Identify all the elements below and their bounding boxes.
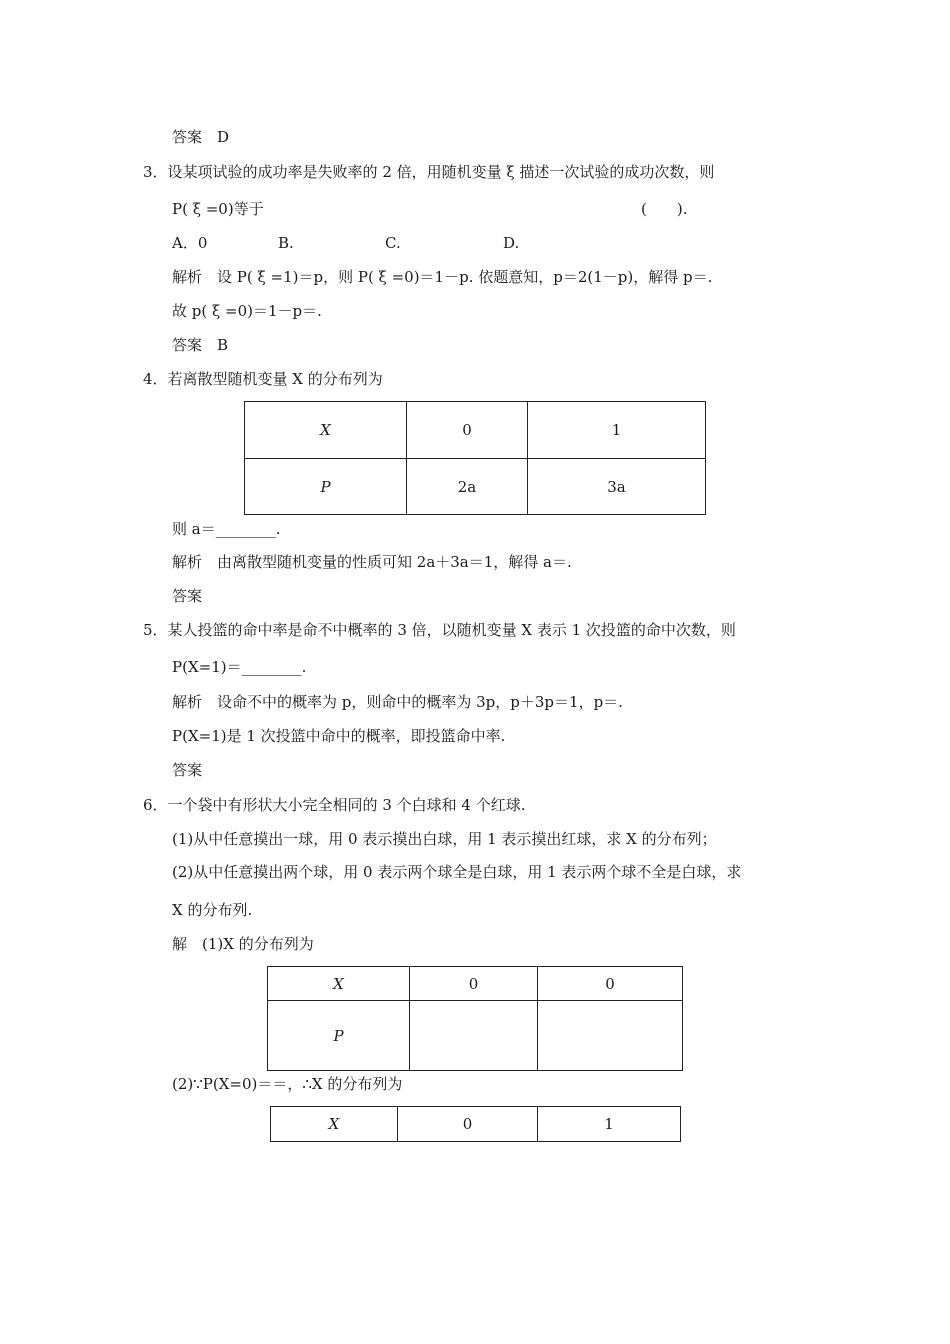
q6-solution2: (2)∵P(X=0)＝＝，∴X 的分布列为 <box>172 1075 403 1093</box>
q3-option-d: D. <box>503 234 520 252</box>
q6-table1-value-1: 0 <box>538 967 683 1001</box>
q4-answer: 答案 <box>172 587 203 605</box>
q4-table-prob-0: 2a <box>407 459 528 515</box>
q3-stem-line2: P( ξ =0)等于 <box>172 200 264 218</box>
q6-table1-header-p: P <box>268 1001 410 1071</box>
q6-part1: (1)从中任意摸出一球，用 0 表示摸出白球，用 1 表示摸出红球，求 X 的分布列； <box>172 830 717 848</box>
q6-distribution-table-1 <box>267 966 683 1071</box>
q3-option-c: C. <box>385 234 401 252</box>
q4-table-header-x: X <box>245 402 407 459</box>
q4-table-value-0: 0 <box>407 402 528 459</box>
q3-option-b: B. <box>278 234 294 252</box>
q4-stem: 4．若离散型随机变量 X 的分布列为 <box>143 370 383 388</box>
q4-table-prob-1: 3a <box>528 459 706 515</box>
q5-analysis-line1: 解析 设命不中的概率为 p，则命中的概率为 3p，p＋3p＝1，p＝. <box>172 693 623 711</box>
q5-answer: 答案 <box>172 761 203 779</box>
q3-analysis-line1: 解析 设 P( ξ =1)＝p，则 P( ξ =0)＝1－p. 依题意知，p＝2(1－p)，解得 p＝. <box>172 268 713 286</box>
q6-distribution-table-2 <box>270 1106 681 1142</box>
q6-table2-header-x: X <box>271 1107 398 1142</box>
q5-stem-line2: P(X=1)＝________. <box>172 658 307 676</box>
q6-stem: 6．一个袋中有形状大小完全相同的 3 个白球和 4 个红球. <box>143 796 526 814</box>
q6-table1-prob-1 <box>538 1001 683 1071</box>
q4-blank-line: 则 a＝________. <box>172 520 281 538</box>
q6-part2-line1: (2)从中任意摸出两个球，用 0 表示两个球全是白球，用 1 表示两个球不全是白球，求 <box>172 863 742 881</box>
q6-table2-value-1: 1 <box>538 1107 681 1142</box>
q6-table1-value-0: 0 <box>410 967 538 1001</box>
q2-answer: 答案 D <box>172 128 230 146</box>
q3-stem-line1: 3．设某项试验的成功率是失败率的 2 倍，用随机变量 ξ 描述一次试验的成功次数，则 <box>143 163 715 181</box>
q6-part2-line2: X 的分布列. <box>172 901 253 919</box>
q5-stem-line1: 5．某人投篮的命中率是命不中概率的 3 倍，以随机变量 X 表示 1 次投篮的命中次数，则 <box>143 621 736 639</box>
q4-distribution-table <box>244 401 706 515</box>
q3-answer-bracket: ( ). <box>641 200 688 218</box>
q6-table1-prob-0 <box>410 1001 538 1071</box>
q4-table-header-p: P <box>245 459 407 515</box>
q3-answer: 答案 B <box>172 336 229 354</box>
q4-analysis: 解析 由离散型随机变量的性质可知 2a＋3a＝1，解得 a＝. <box>172 553 572 571</box>
q6-solution1: 解 (1)X 的分布列为 <box>172 935 314 953</box>
q3-analysis-line2: 故 p( ξ =0)＝1－p＝. <box>172 302 322 320</box>
q6-table2-value-0: 0 <box>398 1107 538 1142</box>
q4-table-value-1: 1 <box>528 402 706 459</box>
q3-option-a: A．0 <box>172 234 208 252</box>
q5-analysis-line2: P(X=1)是 1 次投篮中命中的概率，即投篮命中率. <box>172 727 506 745</box>
q6-table1-header-x: X <box>268 967 410 1001</box>
